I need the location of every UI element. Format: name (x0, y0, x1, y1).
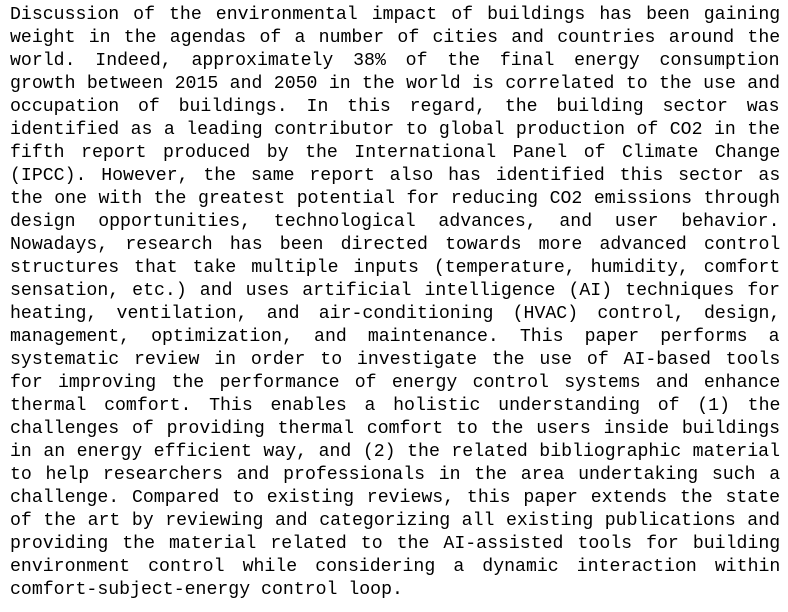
text-line: comfort-subject-energy control loop. (10, 580, 403, 600)
text-line: weight in the agendas of a number of cities and countries around the (10, 28, 780, 48)
text-line: challenges of providing thermal comfort to the users inside buildings (10, 419, 780, 439)
text-line: fifth report produced by the International Panel of Climate Change (10, 143, 780, 163)
text-line: the one with the greatest potential for reducing CO2 emissions through (10, 189, 780, 209)
text-line: for improving the performance of energy control systems and enhance (10, 373, 780, 393)
text-line: structures that take multiple inputs (temperature, humidity, comfort (10, 258, 780, 278)
text-line: systematic review in order to investigate the use of AI-based tools (10, 350, 780, 370)
text-line: environment control while considering a dynamic interaction within (10, 557, 780, 577)
text-line: (IPCC). However, the same report also has identified this sector as (10, 166, 780, 186)
text-line: of the art by reviewing and categorizing all existing publications and (10, 511, 780, 531)
abstract-paragraph (10, 4, 780, 602)
text-line: to help researchers and professionals in the area undertaking such a (10, 465, 780, 485)
text-line: world. Indeed, approximately 38% of the final energy consumption (10, 51, 780, 71)
text-line: in an energy efficient way, and (2) the related bibliographic material (10, 442, 780, 462)
text-line: providing the material related to the AI-assisted tools for building (10, 534, 780, 554)
text-line: Nowadays, research has been directed towards more advanced control (10, 235, 780, 255)
text-line: management, optimization, and maintenance. This paper performs a (10, 327, 780, 347)
text-line: occupation of buildings. In this regard, the building sector was (10, 97, 780, 117)
text-line: heating, ventilation, and air-conditioning (HVAC) control, design, (10, 304, 780, 324)
text-line: challenge. Compared to existing reviews, this paper extends the state (10, 488, 780, 508)
text-line: sensation, etc.) and uses artificial intelligence (AI) techniques for (10, 281, 780, 301)
text-line: growth between 2015 and 2050 in the world is correlated to the use and (10, 74, 780, 94)
text-line: identified as a leading contributor to global production of CO2 in the (10, 120, 780, 140)
text-line: Discussion of the environmental impact of buildings has been gaining (10, 5, 780, 25)
text-line: design opportunities, technological advances, and user behavior. (10, 212, 780, 232)
text-line: thermal comfort. This enables a holistic understanding of (1) the (10, 396, 780, 416)
